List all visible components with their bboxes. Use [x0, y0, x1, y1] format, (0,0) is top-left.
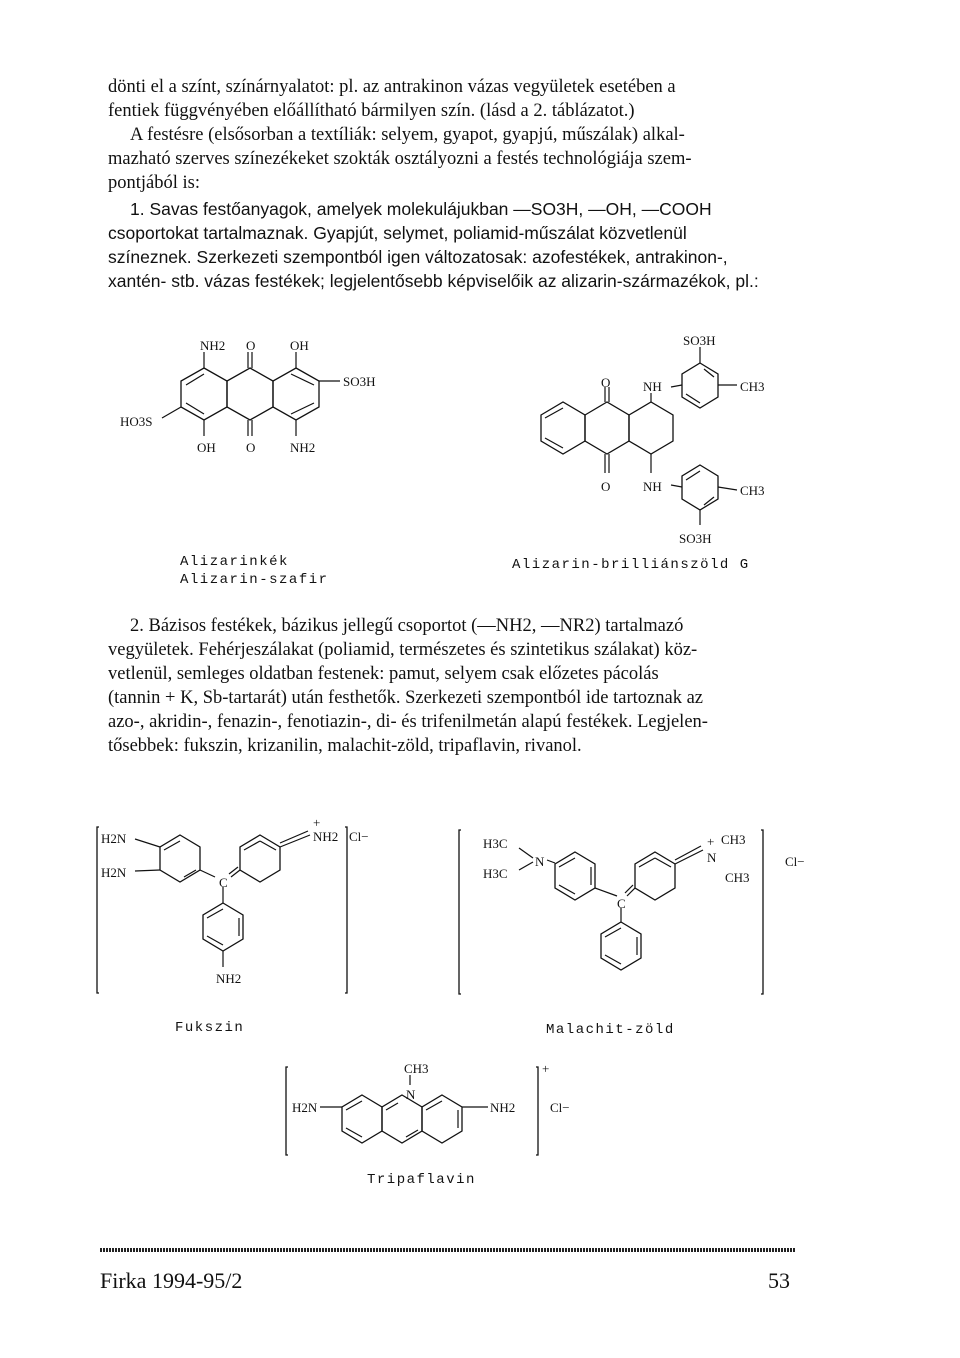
- nh-label: NH: [643, 379, 662, 394]
- text-line: dönti el a színt, színárnyalatot: pl. az antrakinon vázas vegyületek esetében a: [108, 77, 676, 97]
- caption-alizarin-blue: Alizarinkék: [180, 554, 289, 570]
- malachite-green-structure: [455, 818, 815, 1003]
- h2n-label: H2N: [292, 1100, 318, 1115]
- nh2-label: NH2: [200, 338, 226, 353]
- caption-malachite-green: Malachit-zöld: [546, 1022, 675, 1038]
- journal-issue: Firka 1994-95/2: [100, 1268, 243, 1293]
- h2n-label: H2N: [101, 865, 127, 880]
- ho3s-label: HO3S: [120, 414, 153, 429]
- ch3-label: CH3: [721, 832, 746, 847]
- oxygen-label: O: [601, 479, 611, 494]
- ch3-label: CH3: [404, 1061, 429, 1076]
- text-line: 1. Savas festőanyagok, amelyek molekulájukban —SO3H, —OH, —COOH: [130, 199, 712, 219]
- ring-skeleton: [162, 352, 340, 436]
- so3h-label: SO3H: [683, 333, 716, 348]
- text-line: (tannin + K, Sb-tartarát) után festhetők. Szerkezeti szempontból ide tartoznak az: [108, 688, 704, 708]
- plus-label: +: [313, 815, 321, 830]
- h3c-label: H3C: [483, 866, 508, 881]
- ch3-label: CH3: [740, 379, 765, 394]
- caption-fuchsine: Fukszin: [175, 1020, 245, 1036]
- alizarin-blue-structure: [100, 330, 390, 470]
- text-line: tősebbek: fukszin, krizanilin, malachit-zöld, tripaflavin, rivanol.: [108, 736, 582, 756]
- footer-divider: [100, 1248, 796, 1252]
- text-line: azo-, akridin-, fenazin-, fenotiazin-, di- és trifenilmetán alapú festékek. Legjelen-: [108, 712, 708, 732]
- h2n-label: H2N: [101, 831, 127, 846]
- oxygen-label: O: [246, 440, 256, 455]
- nh-label: NH: [643, 479, 662, 494]
- h3c-label: H3C: [483, 836, 508, 851]
- ch3-label: CH3: [725, 870, 750, 885]
- text-line: pontjából is:: [108, 173, 200, 193]
- text-line: színeznek. Szerkezeti szempontból igen változatosak: azofestékek, antrakinon-,: [108, 247, 728, 267]
- plus-label: +: [542, 1061, 550, 1076]
- fuchsine-structure: [95, 815, 385, 1005]
- text-line: mazható szerves színezékeket szokták osztályozni a festés technológiája szem-: [108, 149, 692, 169]
- text-line: vegyületek. Fehérjeszálakat (poliamid, természetes és szintetikus szálakat) köz-: [108, 640, 698, 660]
- oh-label: OH: [290, 338, 309, 353]
- chloride-label: Cl−: [785, 854, 805, 869]
- nh2-label: NH2: [490, 1100, 516, 1115]
- tripaflavin-structure: [280, 1055, 590, 1165]
- oxygen-label: O: [246, 338, 256, 353]
- nitrogen-label: N: [406, 1087, 416, 1102]
- carbon-label: C: [219, 875, 228, 890]
- page-number: 53: [768, 1268, 790, 1293]
- caption-tripaflavin: Tripaflavin: [367, 1172, 476, 1188]
- alizarin-brilliant-green-structure: [505, 325, 795, 555]
- nh2-label: NH2: [313, 829, 339, 844]
- caption-alizarin-sapphire: Alizarin-szafir: [180, 572, 329, 588]
- text-line: vetlenül, semleges oldatban festenek: pamut, selyem csak előzetes pácolás: [108, 664, 659, 684]
- text-line: 2. Bázisos festékek, bázikus jellegű csoportot (—NH2, —NR2) tartalmazó: [130, 616, 684, 636]
- ch3-label: CH3: [740, 483, 765, 498]
- nitrogen-label: N: [535, 854, 545, 869]
- nitrogen-label: N: [707, 850, 717, 865]
- so3h-label: SO3H: [343, 374, 376, 389]
- caption-alizarin-brilliant-green: Alizarin-brilliánszöld G: [512, 557, 750, 573]
- ring-skeleton: [541, 347, 737, 525]
- chloride-label: Cl−: [349, 829, 369, 844]
- nh2-label: NH2: [216, 971, 242, 986]
- text-line: csoportokat tartalmaznak. Gyapjút, selymet, poliamid-műszálat közvetlenül: [108, 223, 687, 243]
- plus-label: +: [707, 834, 715, 849]
- ring-skeleton: [97, 827, 347, 993]
- nh2-label: NH2: [290, 440, 316, 455]
- text-line: xantén- stb. vázas festékek; legjelentősebb képviselőik az alizarin-származékok, pl.:: [108, 271, 759, 291]
- ring-skeleton: [459, 830, 763, 994]
- so3h-label: SO3H: [679, 531, 712, 546]
- chloride-label: Cl−: [550, 1100, 570, 1115]
- text-line: A festésre (elsősorban a textíliák: selyem, gyapot, gyapjú, műszálak) alkal-: [130, 125, 685, 145]
- oxygen-label: O: [601, 375, 611, 390]
- text-line: fentiek függvényében előállítható bármilyen szín. (lásd a 2. táblázatot.): [108, 101, 635, 121]
- carbon-label: C: [617, 896, 626, 911]
- oh-label: OH: [197, 440, 216, 455]
